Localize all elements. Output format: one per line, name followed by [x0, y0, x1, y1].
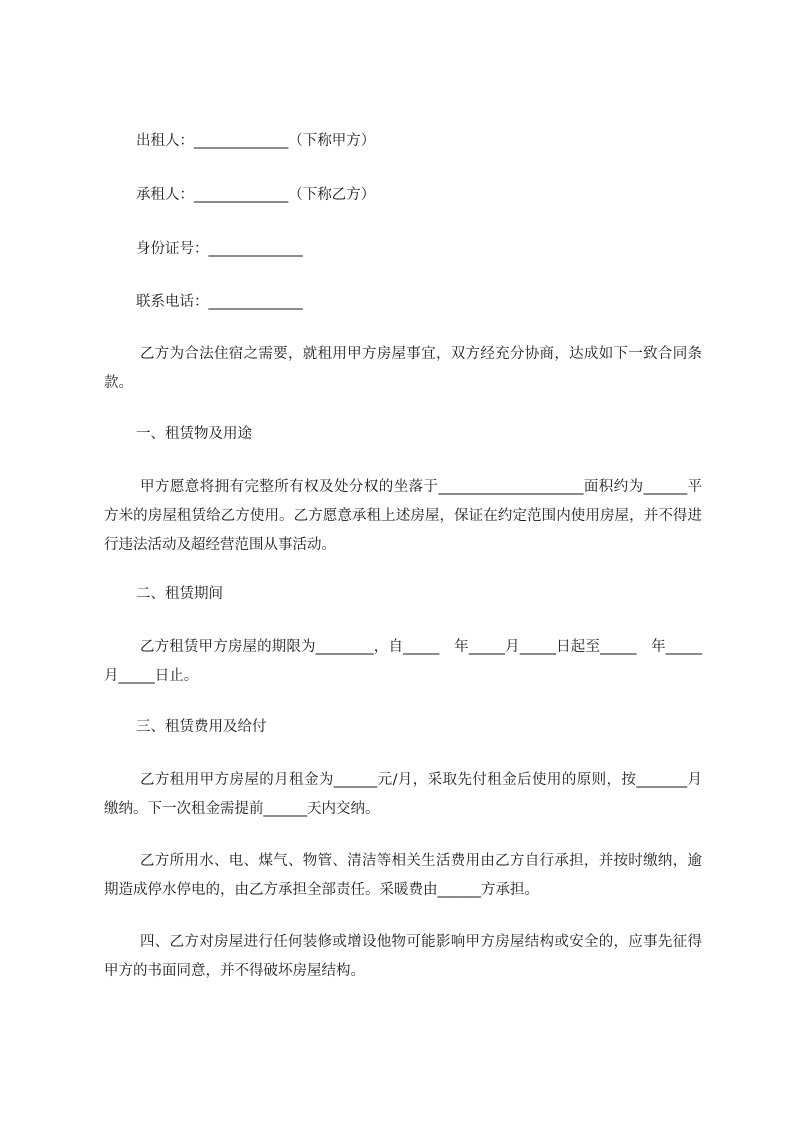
section-2-body: 乙方租赁甲方房屋的期限为________，自_____ 年_____月_____日起至_____ 年_____ 月_____日止。 — [104, 639, 717, 684]
section-1-title: 一、租赁物及用途 — [136, 426, 252, 442]
section-4-body: 四、乙方对房屋进行任何装修或增设他物可能影响甲方房屋结构或安全的，应事先征得甲方的书面同意，并不得破坏房屋结构。 — [104, 934, 702, 979]
id-number-line: 身份证号：_____________ — [136, 241, 303, 257]
phone-line: 联系电话：_____________ — [136, 294, 303, 310]
section-2-title: 二、租赁期间 — [136, 586, 223, 602]
section-3-title: 三、租赁费用及给付 — [136, 719, 267, 735]
section-3-body-1: 乙方租用甲方房屋的月租金为______元/月，采取先付租金后使用的原则，按_______月缴纳。下一次租金需提前______天内交纳。 — [104, 772, 702, 817]
lessor-line: 出租人：_____________（下称甲方） — [136, 133, 376, 149]
intro-paragraph: 乙方为合法住宿之需要，就租用甲方房屋事宜，双方经充分协商，达成如下一致合同条款。 — [104, 346, 702, 391]
section-3-body-2: 乙方所用水、电、煤气、物管、清洁等相关生活费用由乙方自行承担，并按时缴纳，逾期造成停水停电的，由乙方承担全部责任。采暖费由______方承担。 — [104, 853, 702, 898]
lessee-line: 承租人：_____________（下称乙方） — [136, 187, 376, 203]
section-1-body: 甲方愿意将拥有完整所有权及处分权的坐落于____________________面积约为______平方米的房屋租赁给乙方使用。乙方愿意承租上述房屋，保证在约定范围内使用房屋，并不得进行违法活动及超经营范围从事活动。 — [104, 479, 702, 553]
